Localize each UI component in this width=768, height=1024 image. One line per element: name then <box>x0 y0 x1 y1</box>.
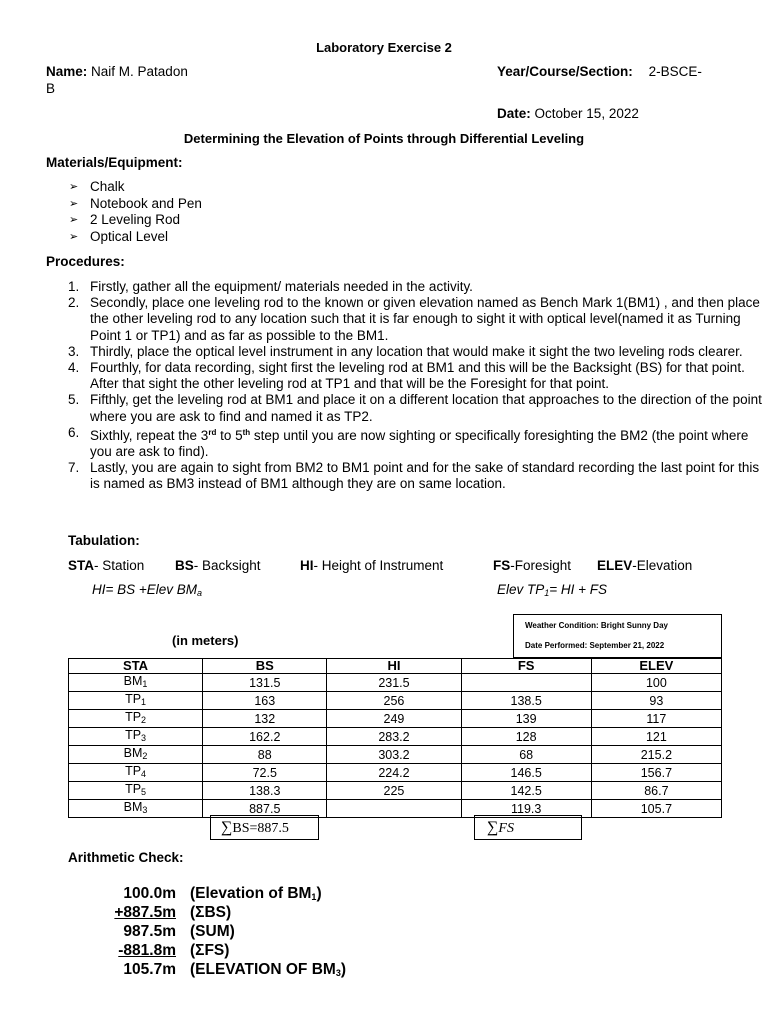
table-row: $TP_3$ 162.2 283.2 128 121 <box>69 728 722 746</box>
year-line <box>497 64 702 79</box>
formula-hi: HI= BS +Elev $BM_a$ <box>92 582 203 598</box>
list-item: ➢ Chalk <box>69 179 125 194</box>
tabulation-heading: Tabulation: <box>68 533 140 548</box>
table-row: $BM_2$ 88 303.2 68 215.2 <box>69 746 722 764</box>
materials-heading: Materials/Equipment: <box>46 155 183 170</box>
table-row: $BM_1$ 131.5 231.5 100 <box>69 674 722 692</box>
procedures-heading: Procedures: <box>46 254 125 269</box>
sum-bs-text: ∑BS=887.5 <box>221 819 289 836</box>
sigma-icon: ∑ <box>487 819 499 836</box>
col-header-fs: FS <box>461 659 591 674</box>
list-item: 5. Fifthly, get the leveling rod at BM1 and place it on a different location that approaches to the direction of the point where you are ask to find and named it as TP2. <box>68 392 762 424</box>
table-row: $BM_3$ 887.5 119.3 105.7 <box>69 800 722 818</box>
check-value: 987.5m <box>123 923 176 940</box>
table-row: $TP_5$ 138.3 225 142.5 86.7 <box>69 782 722 800</box>
sum-fs-box <box>474 815 582 840</box>
sigma-icon: ∑ <box>221 819 233 836</box>
list-item: 3. Thirdly, place the optical level instrument in any location that would make it sight the two leveling rods clearer. <box>68 343 743 359</box>
arrow-bullet-icon: ➢ <box>69 197 79 210</box>
legend-hi: HI- Height of Instrument <box>300 558 444 573</box>
check-row <box>100 960 400 979</box>
check-desc: (SUM) <box>190 923 235 940</box>
list-item: 1. Firstly, gather all the equipment/ materials needed in the activity. <box>68 279 473 294</box>
col-header-sta: STA <box>69 659 203 674</box>
page-title: Laboratory Exercise 2 <box>316 40 452 55</box>
weather-box <box>513 614 722 658</box>
check-value: +887.5m <box>114 904 176 921</box>
date-line <box>497 106 639 121</box>
check-desc: (ΣBS) <box>190 904 232 921</box>
legend-sta: STA- Station <box>68 558 145 573</box>
list-item: 7. Lastly, you are again to sight from BM2 to BM1 point and for the sake of standard recording the last point for this is named as BM3 instead of BM1 although they are on same location. <box>68 460 760 492</box>
check-value: -881.8m <box>118 942 176 959</box>
check-value: 100.0m <box>123 885 176 902</box>
year-value-continued: B <box>46 81 56 96</box>
subtitle: Determining the Elevation of Points through Differential Leveling <box>183 131 585 146</box>
sum-bs-box <box>210 815 319 840</box>
legend-bs: BS- Backsight <box>175 558 261 573</box>
arrow-bullet-icon: ➢ <box>69 214 79 226</box>
legend-elev: ELEV-Elevation <box>597 558 693 573</box>
year-label: Year/Course/Section: <box>497 64 633 79</box>
name-line <box>46 64 188 79</box>
list-item: 2. Secondly, place one leveling rod to the known or given elevation named as Bench Mark 1(BM1) , and then place the other leveling rod to any location such that it is far enough to sight it with optical level(named it as Turning Point 1 or TP1) and as far as possible to the BM1. <box>68 295 760 343</box>
name-value: Naif M. Patadon <box>91 64 188 79</box>
name-label: Name: <box>46 64 88 79</box>
year-value: 2-BSCE- <box>648 64 702 79</box>
arithmetic-check <box>100 884 400 979</box>
list-item: ➢ Optical Level <box>69 228 169 244</box>
table-header-row <box>69 659 722 674</box>
arithmetic-heading: Arithmetic Check: <box>68 850 184 865</box>
check-desc: (ELEVATION OF $BM_3$) <box>190 961 346 978</box>
check-desc: (ΣFS) <box>190 942 230 959</box>
check-row <box>100 922 400 941</box>
check-desc: (Elevation of $BM_1$) <box>190 885 322 902</box>
arrow-bullet-icon: ➢ <box>69 181 79 193</box>
date-label: Date: <box>497 106 531 121</box>
table-row: $TP_1$ 163 256 138.5 93 <box>69 692 722 710</box>
sum-fs-text: ∑FS <box>487 819 514 836</box>
table-row: $TP_2$ 132 249 139 117 <box>69 710 722 728</box>
list-item: ➢ 2 Leveling Rod <box>69 212 181 227</box>
materials-list <box>69 179 202 245</box>
check-row <box>100 941 400 960</box>
check-row <box>100 884 400 903</box>
table-row: $TP_4$ 72.5 224.2 146.5 156.7 <box>69 764 722 782</box>
list-item: ➢ Notebook and Pen <box>69 195 202 211</box>
check-value: 105.7m <box>123 961 176 978</box>
data-table <box>68 658 722 818</box>
list-item: 4. Fourthly, for data recording, sight first the leveling rod at BM1 and this will be the Backsight (BS) for that point. After that sight the other leveling rod at TP1 and that will be the Foresight for that point. <box>68 360 745 392</box>
check-row <box>100 903 400 922</box>
date-performed: Date Performed: September 21, 2022 <box>525 641 665 650</box>
col-header-hi: HI <box>327 659 461 674</box>
units-label: (in meters) <box>172 633 239 648</box>
col-header-bs: BS <box>203 659 327 674</box>
date-value: October 15, 2022 <box>534 106 639 121</box>
formula-elev: Elev $TP_1=$ HI + FS <box>497 582 608 598</box>
procedures-list <box>68 279 768 493</box>
legend-fs: FS-Foresight <box>493 558 572 573</box>
col-header-elev: ELEV <box>591 659 721 674</box>
list-item: 6. Sixthly, repeat the 3rd to 5th step until you are now sighting or specifically foresighting the BM2 (the point where you are ask to find). <box>68 424 749 460</box>
arrow-bullet-icon: ➢ <box>69 230 79 243</box>
weather-condition: Weather Condition: Bright Sunny Day <box>525 621 668 630</box>
